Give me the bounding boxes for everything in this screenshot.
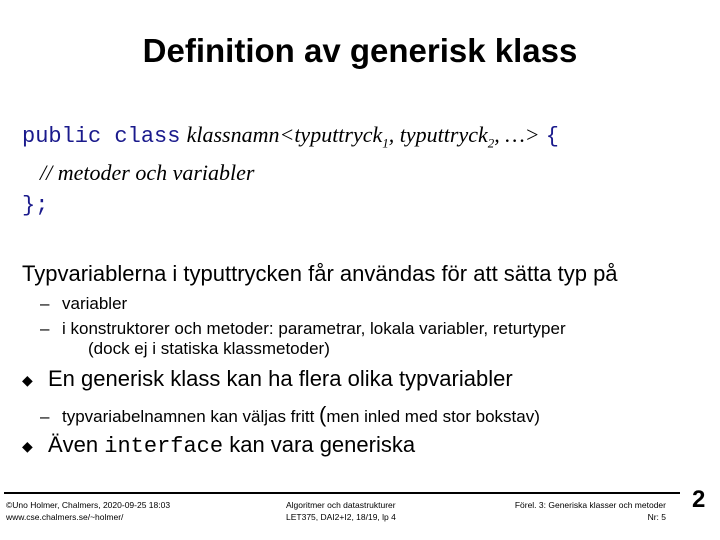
footer-divider: [4, 492, 680, 494]
footer-center: [286, 499, 396, 523]
code-close: };: [22, 193, 49, 218]
bullet-label: Även: [48, 432, 105, 457]
sub-item-continuation: (dock ej i statiska klassmetoder): [88, 339, 330, 358]
sub-item-label: variabler: [62, 294, 128, 313]
code-comment: // metoder och variabler: [40, 160, 255, 185]
footer-left: [6, 499, 170, 523]
code-class-declaration: [22, 122, 559, 151]
footer-url: www.cse.chalmers.se/~holmer/: [6, 512, 124, 522]
dash: –: [40, 319, 50, 338]
page-number: 2: [692, 486, 706, 513]
sub-item-konstruktorer: [40, 319, 566, 339]
footer-copyright: ©Uno Holmer, Chalmers, 2020-09-25 18:03: [6, 500, 171, 510]
code-class-name: klassnamn: [186, 122, 280, 147]
footer-right: [488, 499, 666, 523]
diamond-bullet-icon: ◆: [22, 437, 33, 454]
sub-item-variabler: [40, 294, 127, 314]
bullet-item-flera-typvariabler: [22, 366, 513, 392]
footer-slide-nr: Nr: 5: [647, 512, 666, 522]
footer-lecture: Förel. 3: Generiska klasser och metoder: [514, 500, 666, 510]
sub-item-label: i konstruktorer och metoder: parametrar, lokala variabler, returtyper: [62, 319, 566, 338]
bullet-label: En generisk klass kan ha flera olika typvariabler: [48, 366, 513, 391]
bullet-item-interface: [22, 432, 415, 459]
code-interface: interface: [104, 434, 224, 459]
dash: –: [40, 407, 50, 426]
code-type-expr-2: typuttryck: [399, 122, 488, 147]
slide-title: Definition av generisk klass: [142, 32, 578, 69]
paragraph-typvariabler: Typvariablerna i typuttrycken får användas för att sätta typ på: [22, 261, 618, 286]
code-open-brace: {: [545, 124, 559, 149]
diamond-bullet-icon: ◆: [22, 371, 33, 388]
sub-item-label-rest: men inled med stor bokstav): [326, 407, 540, 426]
open-paren: (: [319, 402, 327, 427]
footer-course: Algoritmer och datastrukturer: [286, 500, 396, 510]
footer-course-code: LET375, DAI2+I2, 18/19, lp 4: [286, 512, 396, 522]
sub-item-typvariabelnamn: [40, 402, 540, 428]
code-lt: <: [279, 122, 295, 147]
code-keyword: public class: [22, 124, 181, 149]
sub-item-label: typvariabelnamnen kan väljas fritt: [62, 407, 320, 426]
dash: –: [40, 294, 50, 313]
code-type-expr-1: typuttryck: [294, 122, 383, 147]
bullet-label-rest: kan vara generiska: [223, 432, 416, 457]
code-sep: ,: [388, 122, 400, 147]
code-rest: , …>: [494, 122, 540, 147]
code-sub-2: 2: [487, 135, 495, 151]
code-sub-1: 1: [382, 135, 389, 151]
